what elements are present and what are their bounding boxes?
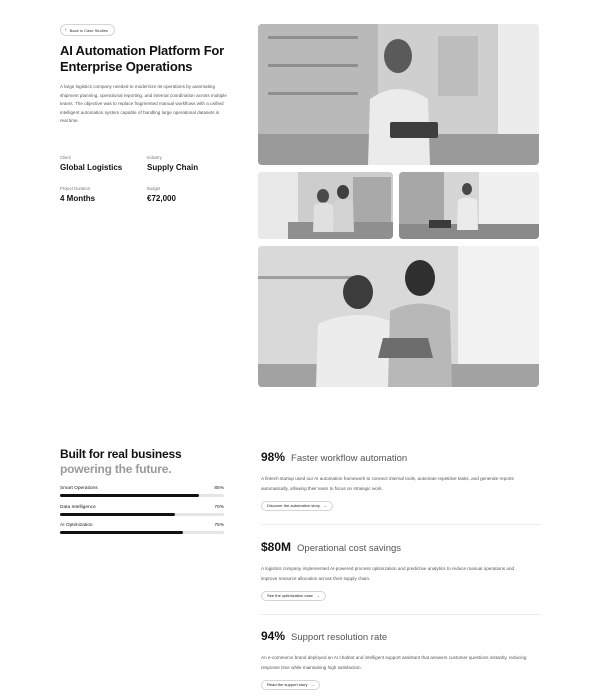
button-label: Discover the automation story	[267, 503, 320, 508]
progress-smart-operations	[60, 486, 224, 497]
team-meeting-photo	[258, 172, 393, 239]
back-link-label: Back to Case Studies	[69, 27, 108, 33]
stat-description: A fintech startup used our AI automation framework to connect internal tools, automate repetitive tasks, and generate reports automatically, allowing their team to focus on strategic work.	[261, 476, 514, 491]
meta-value: €72,000	[147, 194, 176, 203]
man-at-desk-photo	[399, 172, 539, 239]
meta-value: Supply Chain	[147, 163, 199, 172]
progress-track	[60, 494, 224, 497]
progress-track	[60, 513, 224, 516]
meta-duration	[60, 186, 95, 203]
stat-item	[261, 540, 541, 602]
meta-key: Project Duration	[60, 186, 91, 191]
stat-label: Faster workflow automation	[291, 453, 408, 464]
stat-item	[261, 629, 541, 691]
read-support-story-button[interactable]	[261, 680, 320, 690]
button-label: See the optimization case	[267, 593, 313, 598]
arrow-right-icon: →	[315, 593, 320, 598]
progress-fill	[60, 531, 183, 534]
discover-automation-story-button[interactable]	[261, 501, 333, 511]
meta-value: Global Logistics	[60, 163, 123, 172]
back-to-case-studies-button[interactable]	[60, 24, 115, 36]
stat-item	[261, 450, 541, 512]
page-title: AI Automation Platform For Enterprise Operations	[60, 43, 225, 74]
meta-budget	[147, 186, 176, 203]
progress-value: 75%	[214, 523, 224, 528]
stat-label: Operational cost savings	[297, 543, 402, 554]
meta-key: Client	[60, 155, 71, 160]
stat-description: A logistics company implemented AI-powered process optimization and predictive analytics to reduce manual operations and improve resource allocation across their supply chain.	[261, 566, 515, 581]
progress-ai-optimization	[60, 523, 224, 534]
meta-key: Budget	[147, 186, 161, 191]
arrow-left-icon: ‹	[65, 26, 67, 33]
stat-number: 98%	[261, 450, 286, 464]
progress-label: Smart Operations	[60, 486, 98, 491]
meta-value: 4 Months	[60, 194, 96, 203]
progress-track	[60, 531, 224, 534]
meta-industry	[147, 155, 198, 172]
section-subtitle: powering the future.	[60, 462, 172, 476]
stat-label: Support resolution rate	[291, 632, 388, 643]
meta-client	[60, 155, 122, 172]
man-with-laptop-photo	[258, 24, 539, 165]
arrow-right-icon: →	[322, 503, 327, 508]
divider	[261, 524, 541, 525]
divider	[261, 614, 541, 615]
section-title: Built for real business	[60, 447, 182, 461]
progress-value: 70%	[214, 505, 224, 510]
progress-value: 85%	[214, 486, 224, 491]
progress-fill	[60, 494, 199, 497]
progress-label: Data Intelligence	[60, 505, 96, 510]
see-optimization-case-button[interactable]	[261, 591, 326, 601]
button-label: Read the support story	[267, 682, 308, 687]
stat-number: 94%	[261, 629, 286, 643]
progress-label: AI Optimization	[60, 523, 93, 528]
colleagues-at-laptop-photo	[258, 246, 539, 387]
progress-data-intelligence	[60, 505, 224, 516]
progress-fill	[60, 513, 175, 516]
case-description: A large logistics company needed to modernize its operations by automating shipment planning, operational reporting, and internal coordination across multiple teams. The objective was to replace fragmented manual workflows with a unified intelligent automation system capable of handling large operational datasets in real time.	[60, 84, 227, 124]
stat-number: $80M	[261, 540, 292, 554]
meta-key: Industry	[147, 155, 162, 160]
stat-description: An e-commerce brand deployed an AI chatbot and intelligent support assistant that answers customer questions instantly, reducing response time while maintaining high satisfaction.	[261, 655, 527, 670]
arrow-right-icon: →	[310, 682, 315, 687]
